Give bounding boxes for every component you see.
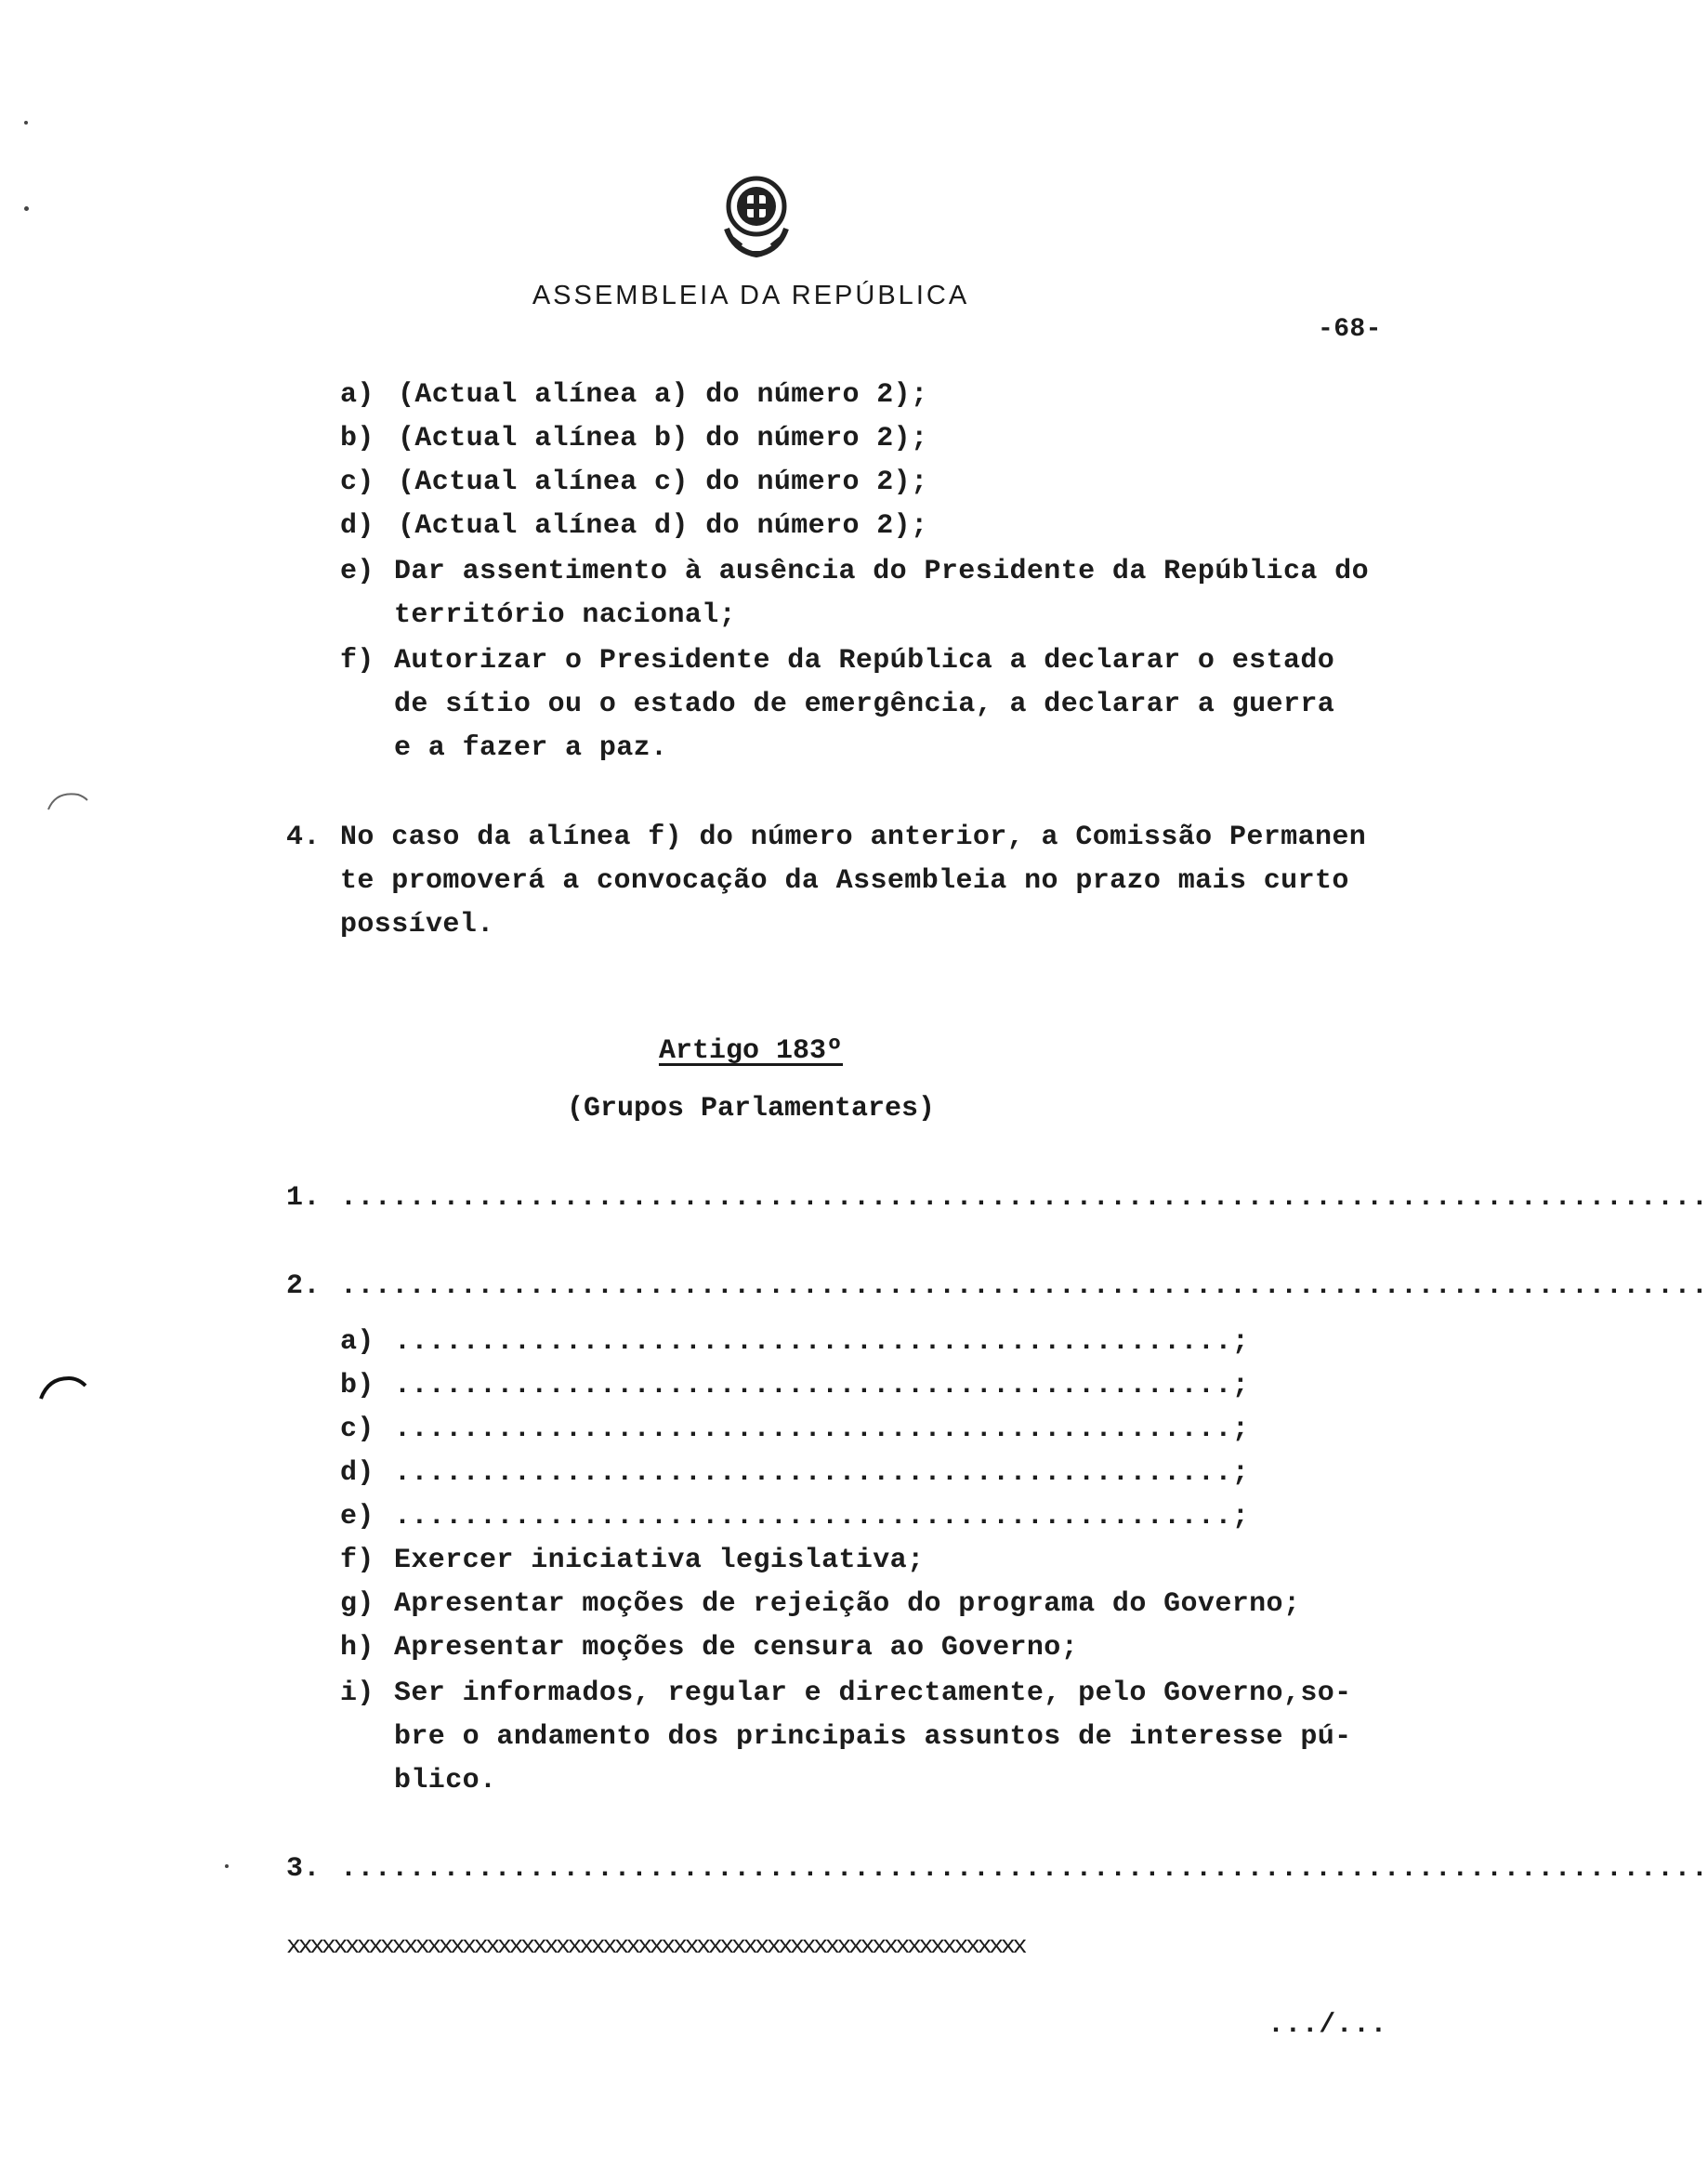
list-item-text: de sítio ou o estado de emergência, a declarar a guerra bbox=[394, 689, 1335, 720]
paragraph-text: possível. bbox=[340, 909, 494, 941]
list-item-letter: e) bbox=[340, 1501, 374, 1533]
scan-speck bbox=[24, 206, 29, 211]
list-item-text: blico. bbox=[394, 1765, 497, 1796]
paragraph-text: te promoverá a convocação da Assembleia no prazo mais curto bbox=[340, 865, 1349, 897]
list-item-text: (Actual alínea b) do número 2); bbox=[398, 423, 928, 454]
item-number: 1. bbox=[286, 1182, 321, 1214]
list-item-letter: d) bbox=[340, 510, 374, 542]
list-item-letter: c) bbox=[340, 467, 374, 498]
list-item-text: (Actual alínea c) do número 2); bbox=[398, 467, 928, 498]
list-item-letter: a) bbox=[340, 379, 374, 411]
list-item-letter: b) bbox=[340, 423, 374, 454]
article-subtitle: (Grupos Parlamentares) bbox=[566, 1093, 936, 1125]
list-item-text: território nacional; bbox=[394, 599, 737, 631]
list-item-letter: b) bbox=[340, 1370, 374, 1401]
dotted-leader: .................................................; bbox=[394, 1414, 1250, 1445]
dotted-leader: ................................................................................ bbox=[340, 1270, 1708, 1302]
list-item-letter: c) bbox=[340, 1414, 374, 1445]
scan-mark-icon bbox=[45, 785, 91, 813]
list-item-text: Apresentar moções de censura ao Governo; bbox=[394, 1632, 1079, 1664]
list-item-text: Dar assentimento à ausência do Presidente da República do bbox=[394, 556, 1369, 587]
dotted-leader: .................................................; bbox=[394, 1326, 1250, 1358]
continuation-marker: .../... bbox=[1268, 2009, 1387, 2041]
coat-of-arms-icon bbox=[714, 171, 799, 264]
list-item-text: (Actual alínea d) do número 2); bbox=[398, 510, 928, 542]
list-item-text: Exercer iniciativa legislativa; bbox=[394, 1545, 925, 1576]
list-item-text: e a fazer a paz. bbox=[394, 732, 668, 764]
list-item-letter: i) bbox=[340, 1678, 374, 1709]
paragraph-number: 4. bbox=[286, 822, 321, 853]
list-item-text: (Actual alínea a) do número 2); bbox=[398, 379, 928, 411]
list-item-letter: e) bbox=[340, 556, 374, 587]
dotted-leader: ................................................................................ bbox=[340, 1182, 1708, 1214]
separator-line: xxxxxxxxxxxxxxxxxxxxxxxxxxxxxxxxxxxxxxxxxxxxxxxxxxxxxxxxxxxxxxx bbox=[286, 1933, 1024, 1961]
list-item-text: bre o andamento dos principais assuntos de interesse pú- bbox=[394, 1721, 1352, 1753]
scan-speck bbox=[24, 121, 28, 125]
article-title-wrap bbox=[0, 1035, 1502, 1067]
list-item-text: Autorizar o Presidente da República a declarar o estado bbox=[394, 645, 1335, 677]
list-item-letter: f) bbox=[340, 645, 374, 677]
list-item-letter: d) bbox=[340, 1457, 374, 1489]
list-item-letter: f) bbox=[340, 1545, 374, 1576]
list-item-text: Apresentar moções de rejeição do programa do Governo; bbox=[394, 1588, 1301, 1620]
article-title: Artigo 183º bbox=[658, 1035, 844, 1067]
scan-speck bbox=[225, 1864, 229, 1868]
dotted-leader: .................................................; bbox=[394, 1457, 1250, 1489]
scan-mark-icon bbox=[37, 1371, 89, 1402]
list-item-letter: a) bbox=[340, 1326, 374, 1358]
list-item-letter: g) bbox=[340, 1588, 374, 1620]
dotted-leader: .................................................; bbox=[394, 1501, 1250, 1533]
dotted-leader: .................................................; bbox=[394, 1370, 1250, 1401]
paragraph-text: No caso da alínea f) do número anterior, a Comissão Permanen bbox=[340, 822, 1367, 853]
list-item-letter: h) bbox=[340, 1632, 374, 1664]
institution-header: ASSEMBLEIA DA REPÚBLICA bbox=[532, 281, 970, 310]
dotted-leader: ................................................................................ bbox=[340, 1853, 1708, 1885]
item-number: 3. bbox=[286, 1853, 321, 1885]
list-item-text: Ser informados, regular e directamente, pelo Governo,so- bbox=[394, 1678, 1352, 1709]
item-number: 2. bbox=[286, 1270, 321, 1302]
page-number: -68- bbox=[1318, 315, 1382, 344]
